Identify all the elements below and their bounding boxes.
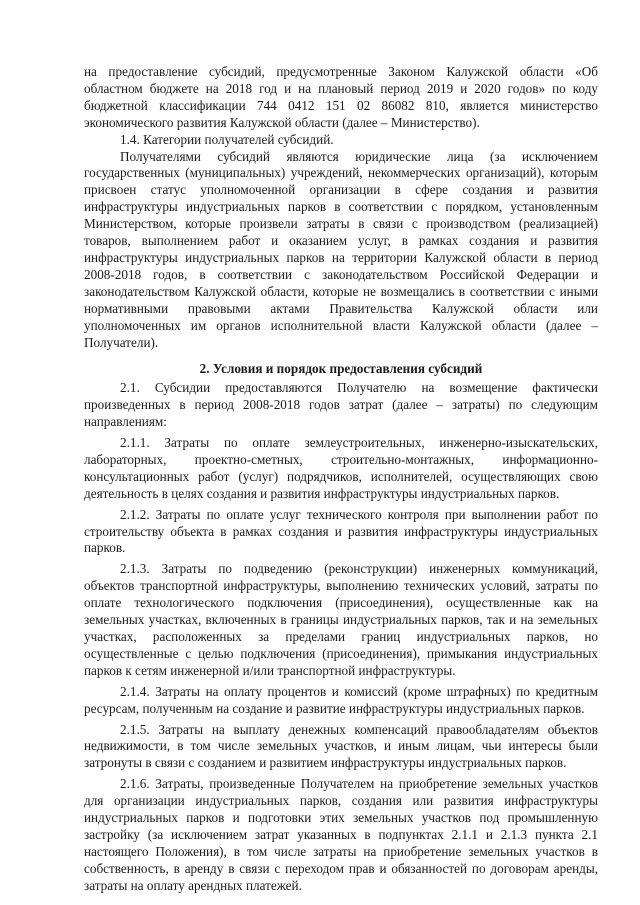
intro-paragraph: на предоставление субсидий, предусмотренные Законом Калужской области «Об областном бюджете на 2018 год и на плановый период 2019 и 2020 годов» по коду бюджетной классификации 744 0412 151 02 86082 810, является министерство экономического развития Калужской области (далее – Министерство).: [84, 64, 598, 130]
item-2-1-5: 2.1.5. Затраты на выплату денежных компенсаций правообладателям объектов недвижимости, в том числе земельных участков, и иным лицам, чьи интересы были затронуты в связи с созданием и развитием инфраструктуры индустриальных парков.: [84, 721, 598, 771]
item-1-4: 1.4. Категории получателей субсидий.: [120, 131, 334, 147]
item-2-1-6: 2.1.6. Затраты, произведенные Получателем на приобретение земельных участков для организации индустриальных парков, создания или развития инфраструктуры индустриальных парков и подготовки этих земельных участков под промышленную застройку (за исключением затрат указанных в подпунктах 2.1.1 и 2.1.3 пункта 2.1 настоящего Положения), в том числе затраты на приобретение земельных участков в собственность, в аренду в связи с переходом прав и обязанностей по договорам аренды, затраты на оплату арендных платежей.: [84, 776, 598, 893]
item-2-1-1: 2.1.1. Затраты по оплате землеустроительных, инженерно-изыскательских, лабораторных, проектно-сметных, строительно-монтажных, информационно-консультационных работ (услуг) подрядчиков, исполнителей, осуществляющих свою деятельность в целях создания и развития инфраструктуры индустриальных парков.: [84, 435, 598, 501]
section-2-heading: 2. Условия и порядок предоставления субсидий: [199, 361, 483, 377]
item-2-1: 2.1. Субсидии предоставляются Получателю на возмещение фактически произведенных в период 2008-2018 годов затрат (далее – затраты) по следующим направлениям:: [84, 380, 598, 430]
item-2-1-2: 2.1.2. Затраты по оплате услуг технического контроля при выполнении работ по строительству объекта в рамках создания и развития инфраструктуры индустриальных парков.: [84, 506, 598, 556]
item-2-1-4: 2.1.4. Затраты на оплату процентов и комиссий (кроме штрафных) по кредитным ресурсам, полученным на создание и развитие инфраструктуры индустриальных парков.: [84, 683, 598, 716]
document-body: [84, 64, 598, 895]
recipients-paragraph: Получателями субсидий являются юридические лица (за исключением государственных (муниципальных) учреждений, некоммерческих организаций), которым присвоен статус уполномоченной организации в сфере создания и развития инфраструктуры индустриальных парков в соответствии с порядком, установленным Министерством, которые произвели затраты в связи с производством (реализацией) товаров, выполнением работ и оказанием услуг, в рамках создания и развития инфраструктуры индустриальных парков на территории Калужской области в период 2008-2018 годов, в соответствии с законодательством Российской Федерации и законодательством Калужской области, которые не возмещались в соответствии с иными нормативными правовыми актами Правительства Калужской области или уполномоченных им органов исполнительной власти Калужской области (далее – Получатели).: [84, 148, 598, 350]
item-2-1-3: 2.1.3. Затраты по подведению (реконструкции) инженерных коммуникаций, объектов транспортной инфраструктуры, выполнению технических условий, затраты по оплате технологического подключения (присоединения), осуществленные как на земельных участках, включенных в границы индустриальных парков, так и на земельных участках, расположенных за пределами границ индустриальных парков, но осуществленные с целью подключения (присоединения), примыкания индустриальных парков к сетям инженерной и/или транспортной инфраструктуры.: [84, 561, 598, 678]
